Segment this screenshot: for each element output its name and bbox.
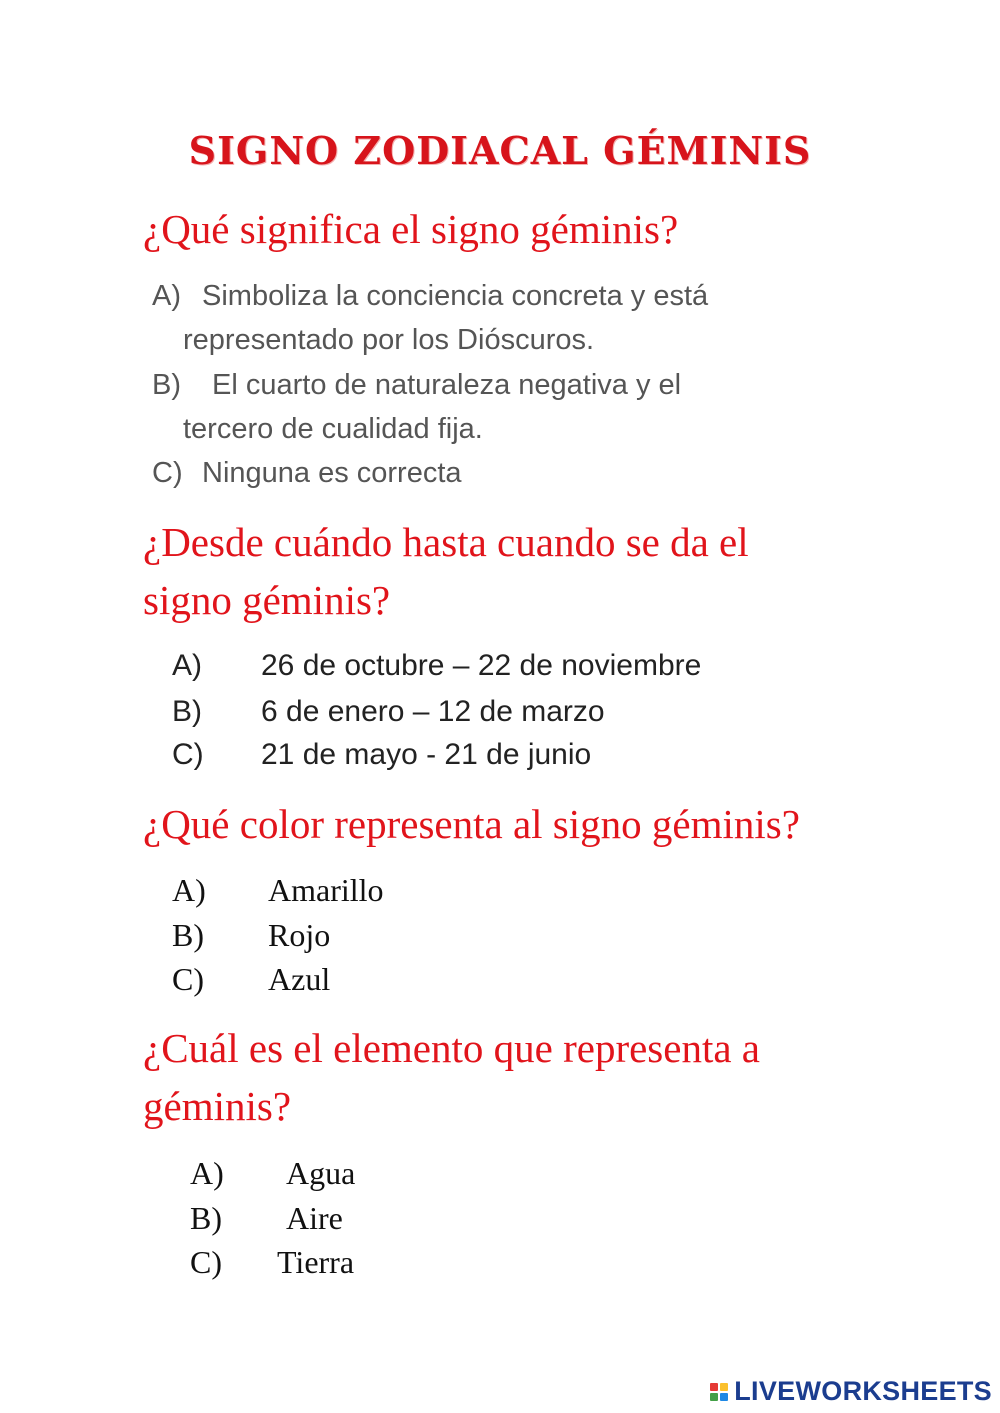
option-text: Agua — [286, 1155, 356, 1191]
option-letter: C) — [172, 961, 204, 997]
option-text: 26 de octubre – 22 de noviembre — [261, 649, 702, 682]
page-title: SIGNO ZODIACAL GÉMINIS — [188, 128, 812, 173]
option-text: 6 de enero – 12 de marzo — [261, 695, 605, 728]
option-text: Tierra — [277, 1244, 355, 1280]
brand-name: LIVEWORKSHEETS — [734, 1376, 992, 1406]
logo-square — [710, 1393, 718, 1401]
question-1: ¿Qué significa el signo géminis? — [143, 206, 679, 252]
option-letter: A) — [152, 280, 181, 312]
option-letter: B) — [190, 1200, 222, 1236]
option-text: Ninguna es correcta — [202, 457, 462, 489]
option-letter: A) — [172, 872, 206, 908]
option-text: tercero de cualidad fija. — [183, 413, 483, 445]
option-letter: C) — [152, 457, 183, 489]
question-3: ¿Qué color representa al signo géminis? — [143, 801, 800, 847]
option-text: Amarillo — [268, 872, 384, 908]
question-2-line-2: signo géminis? — [143, 577, 391, 623]
option-text: Aire — [286, 1200, 343, 1236]
liveworksheets-branding[interactable] — [710, 1376, 992, 1407]
option-letter: B) — [152, 369, 181, 401]
logo-square — [710, 1383, 718, 1391]
option-letter: B) — [172, 695, 202, 728]
liveworksheets-logo-icon — [710, 1383, 728, 1401]
option-letter: C) — [190, 1244, 222, 1280]
option-text: Rojo — [268, 917, 331, 953]
option-letter: C) — [172, 738, 204, 771]
option-letter: A) — [190, 1155, 224, 1191]
option-letter: B) — [172, 917, 204, 953]
option-text: 21 de mayo - 21 de junio — [261, 738, 592, 771]
option-text: El cuarto de naturaleza negativa y el — [212, 369, 682, 401]
option-text: Simboliza la conciencia concreta y está — [202, 280, 709, 312]
logo-square — [720, 1383, 728, 1391]
question-2: ¿Desde cuándo hasta cuando se da el — [143, 519, 749, 565]
option-text: representado por los Dióscuros. — [183, 324, 595, 356]
logo-square — [720, 1393, 728, 1401]
question-4: ¿Cuál es el elemento que representa a — [143, 1025, 760, 1071]
option-letter: A) — [172, 649, 202, 682]
question-4-line-2: géminis? — [143, 1083, 292, 1129]
option-text: Azul — [268, 961, 331, 997]
